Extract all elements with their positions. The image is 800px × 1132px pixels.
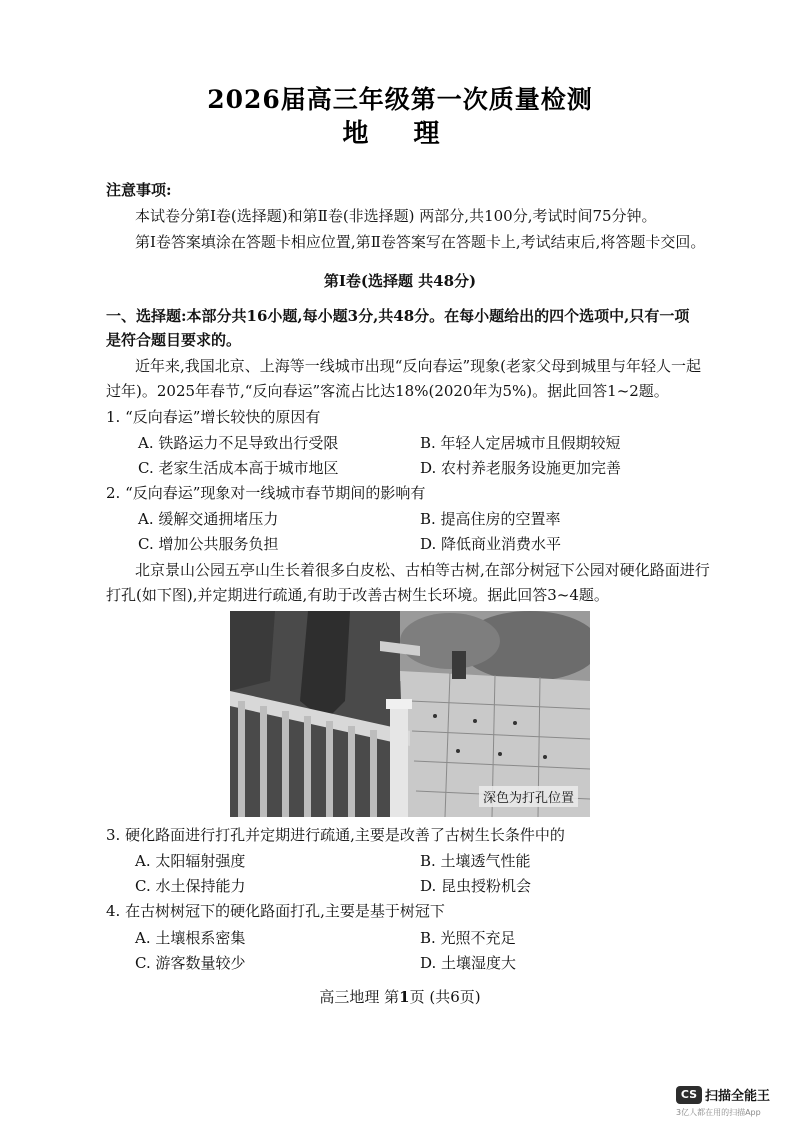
footer-tail: 页 (共6页) bbox=[409, 988, 481, 1006]
watermark-tagline: 3亿人都在用的扫描App bbox=[676, 1108, 761, 1117]
notice-line-2: 第Ⅰ卷答案填涂在答题卡相应位置,第Ⅱ卷答案写在答题卡上,考试结束后,将答题卡交回。 bbox=[135, 233, 706, 251]
q3-option-a: A. 太阳辐射强度 bbox=[135, 852, 246, 870]
footer-page-number: 1 bbox=[399, 988, 410, 1006]
q1-option-c: C. 老家生活成本高于城市地区 bbox=[138, 459, 339, 477]
q2-option-c: C. 增加公共服务负担 bbox=[138, 535, 279, 553]
question-1-stem: 1. “反向春运”增长较快的原因有 bbox=[106, 408, 321, 426]
q4-option-a: A. 土壤根系密集 bbox=[135, 929, 246, 947]
notice-line-1: 本试卷分第Ⅰ卷(选择题)和第Ⅱ卷(非选择题) 两部分,共100分,考试时间75分钟。 bbox=[135, 207, 657, 225]
question-4-stem: 4. 在古树树冠下的硬化路面打孔,主要是基于树冠下 bbox=[106, 902, 445, 920]
q1-option-a: A. 铁路运力不足导致出行受限 bbox=[138, 434, 339, 452]
q2-option-a: A. 缓解交通拥堵压力 bbox=[138, 510, 279, 528]
footer-text: 高三地理 第 bbox=[319, 988, 400, 1006]
q1-option-b: B. 年轻人定居城市且假期较短 bbox=[420, 434, 621, 452]
q4-option-d: D. 土壤湿度大 bbox=[420, 954, 517, 972]
cs-logo-icon: CS bbox=[676, 1086, 702, 1104]
q1-option-d: D. 农村养老服务设施更加完善 bbox=[420, 459, 622, 477]
notice-heading: 注意事项: bbox=[106, 181, 172, 199]
scanner-watermark bbox=[676, 1084, 786, 1118]
watermark-app-name: 扫描全能王 bbox=[705, 1089, 771, 1104]
question-2-stem: 2. “反向春运”现象对一线城市春节期间的影响有 bbox=[106, 484, 426, 502]
q4-option-c: C. 游客数量较少 bbox=[135, 954, 246, 972]
q2-option-b: B. 提高住房的空置率 bbox=[420, 510, 561, 528]
subject-title: 地 理 bbox=[342, 119, 458, 149]
passage2-line-1: 北京景山公园五亭山生长着很多白皮松、古柏等古树,在部分树冠下公园对硬化路面进行 bbox=[135, 561, 710, 579]
q2-option-d: D. 降低商业消费水平 bbox=[420, 535, 562, 553]
q3-option-d: D. 昆虫授粉机会 bbox=[420, 877, 532, 895]
page-footer bbox=[0, 986, 800, 1007]
section-title: 第Ⅰ卷(选择题 共48分) bbox=[323, 272, 477, 290]
exam-title: 2026届高三年级第一次质量检测 bbox=[207, 85, 593, 114]
passage1-line-2: 过年)。2025年春节,“反向春运”客流占比达18%(2020年为5%)。据此回答1~2题。 bbox=[106, 382, 669, 400]
instruction-line-2: 是符合题目要求的。 bbox=[106, 331, 242, 349]
q3-option-c: C. 水土保持能力 bbox=[135, 877, 246, 895]
instruction-line-1: 一、选择题:本部分共16小题,每小题3分,共48分。在每小题给出的四个选项中,只有一项 bbox=[106, 307, 690, 325]
q3-option-b: B. 土壤透气性能 bbox=[420, 852, 531, 870]
photo-caption: 深色为打孔位置 bbox=[479, 786, 578, 807]
passage2-line-2: 打孔(如下图),并定期进行疏通,有助于改善古树生长环境。据此回答3~4题。 bbox=[106, 586, 609, 604]
q4-option-b: B. 光照不充足 bbox=[420, 929, 516, 947]
tree-path-photo bbox=[230, 611, 590, 817]
passage1-line-1: 近年来,我国北京、上海等一线城市出现“反向春运”现象(老家父母到城里与年轻人一起 bbox=[135, 357, 701, 375]
question-3-stem: 3. 硬化路面进行打孔并定期进行疏通,主要是改善了古树生长条件中的 bbox=[106, 826, 565, 844]
